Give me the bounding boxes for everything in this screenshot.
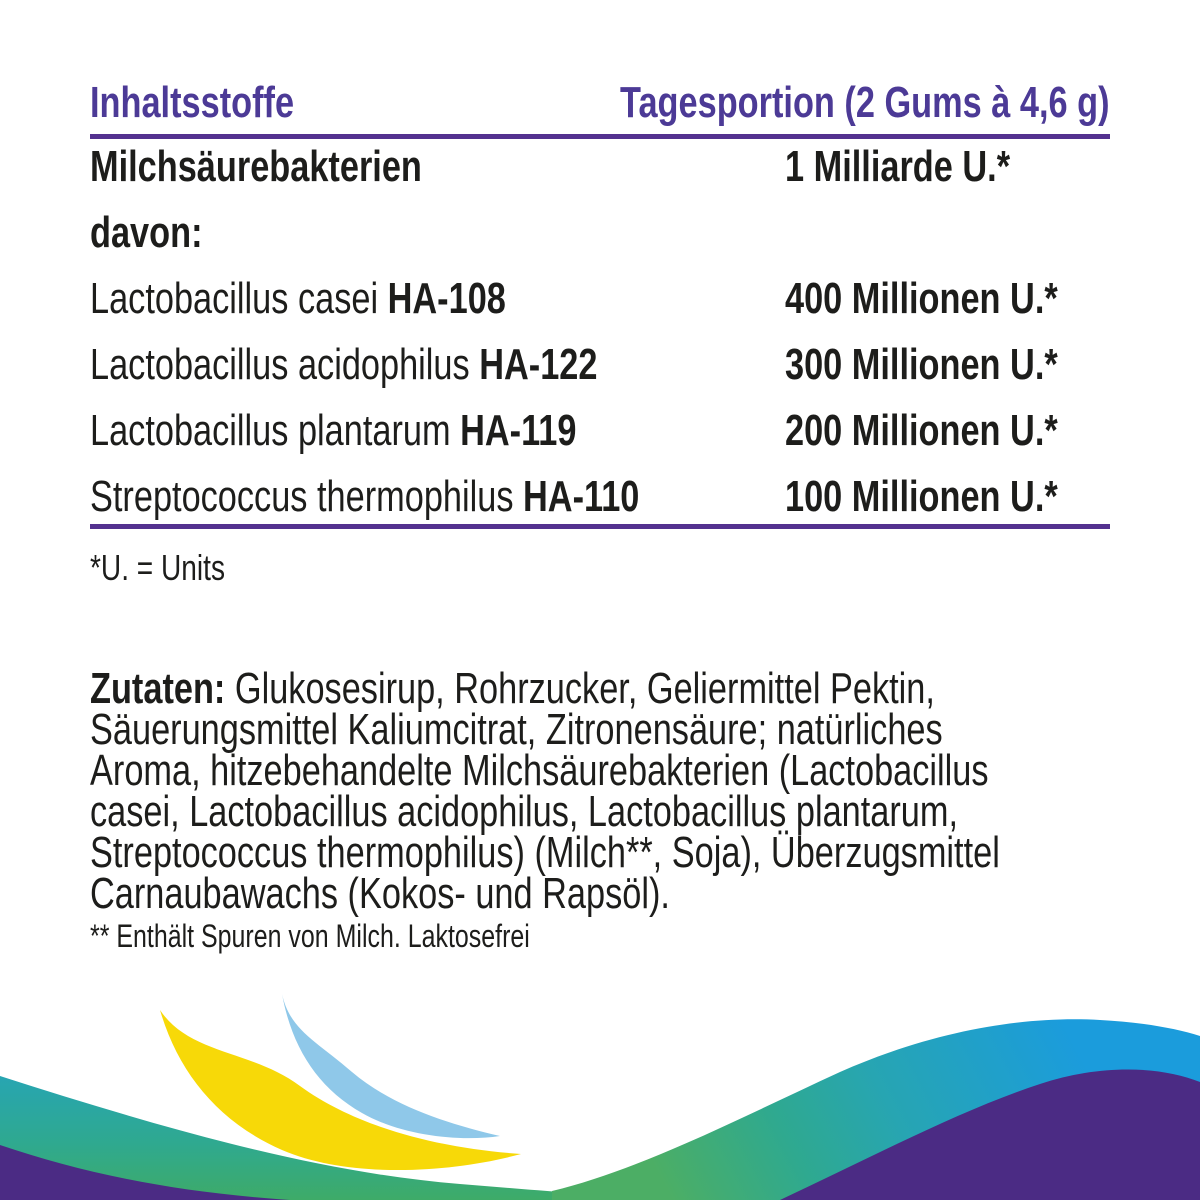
row-value: 100 Millionen U.*	[785, 472, 1058, 521]
row-name: Lactobacillus acidophilus HA-122	[90, 340, 598, 389]
ingredients-line: casei, Lactobacillus acidophilus, Lactobacillus plantarum,	[90, 787, 959, 836]
ingredients-line: Säuerungsmittel Kaliumcitrat, Zitronensäure; natürliches	[90, 705, 943, 754]
row-value: 1 Milliarde U.*	[785, 142, 1011, 191]
table-row	[90, 142, 1110, 190]
strain-code: HA-119	[460, 406, 577, 455]
row-value: 400 Millionen U.*	[785, 274, 1058, 323]
divider-bottom	[90, 524, 1110, 529]
table-header	[90, 78, 1110, 126]
strain-code: HA-122	[479, 340, 598, 389]
row-name: Lactobacillus casei HA-108	[90, 274, 506, 323]
header-daily-portion: Tagesportion (2 Gums à 4,6 g)	[620, 78, 1110, 127]
divider-top	[90, 134, 1110, 139]
row-name: Milchsäurebakterien	[90, 142, 422, 191]
ingredients-line: Aroma, hitzebehandelte Milchsäurebakterien (Lactobacillus	[90, 746, 989, 795]
row-name: Lactobacillus plantarum HA-119	[90, 406, 577, 455]
strain-code: HA-108	[387, 274, 506, 323]
row-value: 300 Millionen U.*	[785, 340, 1058, 389]
row-value: 200 Millionen U.*	[785, 406, 1058, 455]
bottom-wave-decoration	[0, 970, 1200, 1200]
ingredients-line: Carnaubawachs (Kokos- und Rapsöl).	[90, 869, 670, 918]
table-row	[90, 208, 1110, 256]
ingredients-label: Zutaten:	[90, 664, 226, 713]
row-name: davon:	[90, 208, 203, 257]
ingredients-line: Streptococcus thermophilus) (Milch**, Soja), Überzugsmittel	[90, 828, 1000, 877]
header-ingredients: Inhaltsstoffe	[90, 78, 295, 127]
table-row	[90, 274, 1110, 322]
units-footnote: *U. = Units	[90, 547, 225, 588]
ingredients-line: Zutaten: Glukosesirup, Rohrzucker, Geliermittel Pektin,	[90, 664, 935, 713]
table-row	[90, 472, 1110, 520]
table-row	[90, 406, 1110, 454]
table-row	[90, 340, 1110, 388]
ingredients-paragraph	[90, 664, 1200, 918]
allergen-footnote: ** Enthält Spuren von Milch. Laktosefrei	[90, 918, 530, 954]
strain-code: HA-110	[523, 472, 640, 521]
row-name: Streptococcus thermophilus HA-110	[90, 472, 640, 521]
